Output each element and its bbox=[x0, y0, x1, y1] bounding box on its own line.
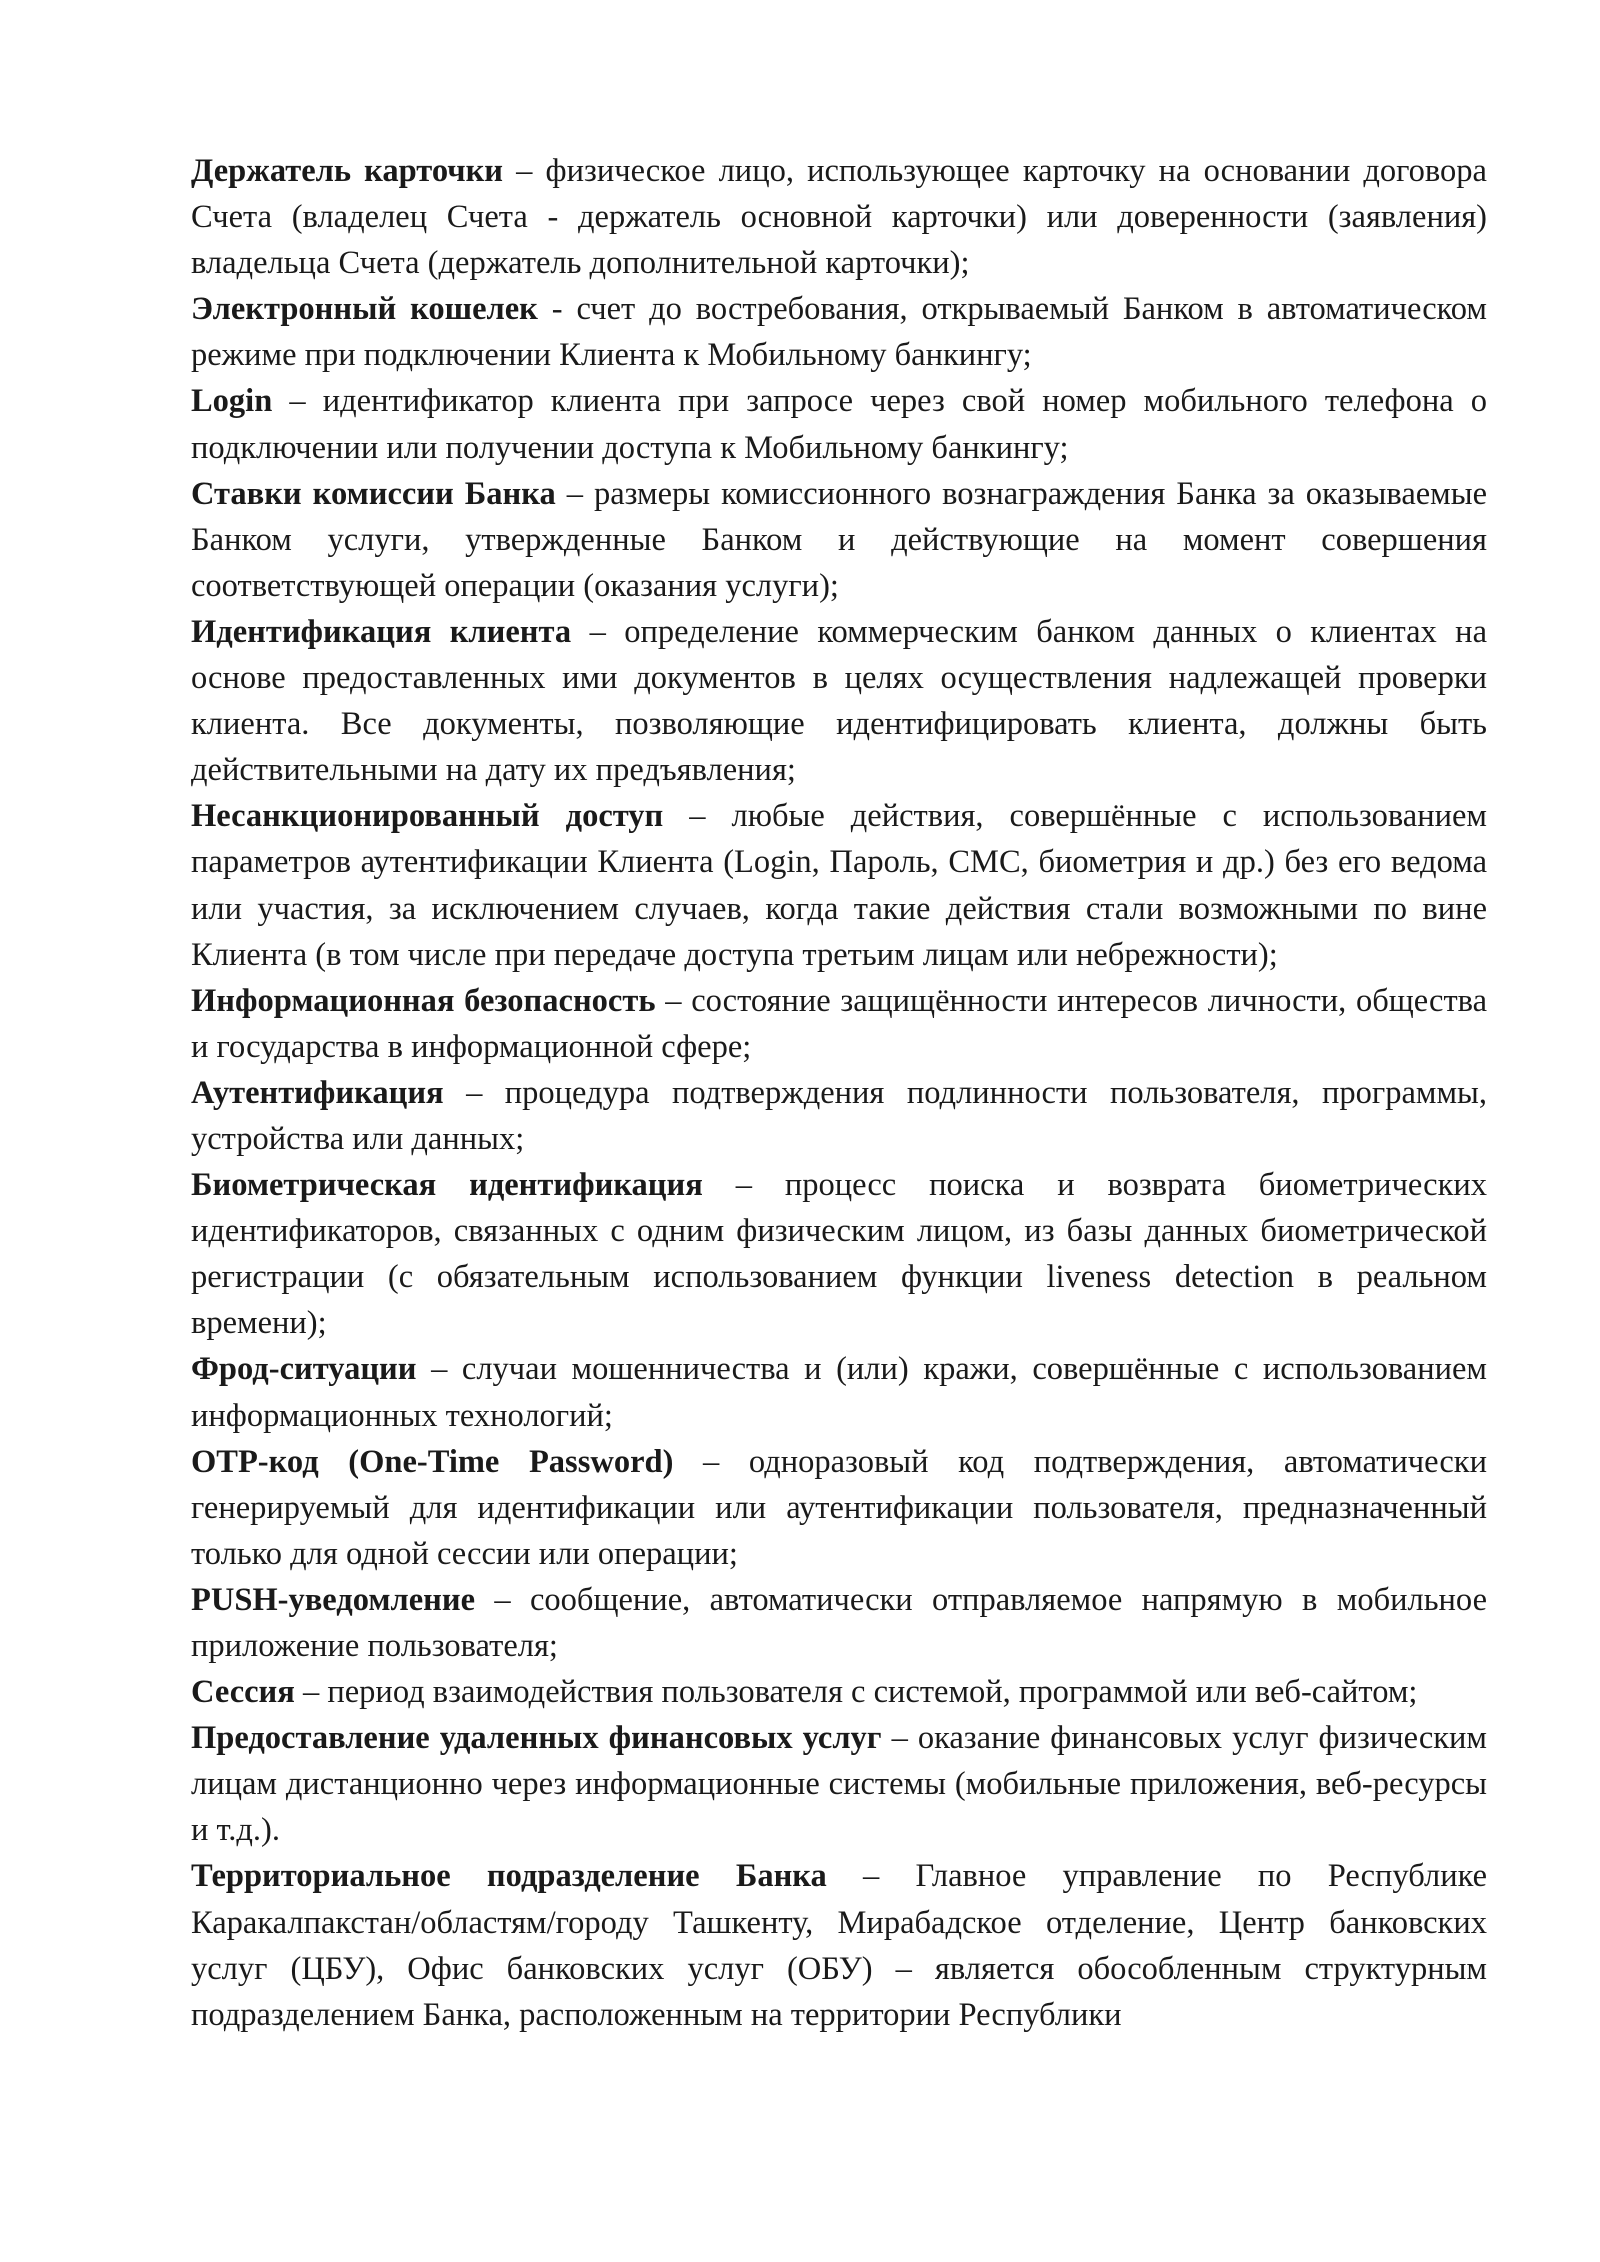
definition-text: – физическое лицо, использующее карточку на основании договора Счета (владелец Счета - держатель основной карточки) или доверенности (заявления) владельца Счета (держатель дополнительной карточки); bbox=[191, 153, 1487, 282]
document-page bbox=[191, 148, 1487, 2038]
definition-term: Login bbox=[191, 383, 273, 420]
definition-term: Держатель карточки bbox=[191, 153, 504, 189]
definition-entry bbox=[191, 1439, 1487, 1577]
definition-text: – период взаимодействия пользователя с системой, программой или веб-сайтом; bbox=[294, 1674, 1418, 1711]
definition-term: Информационная безопасность bbox=[191, 982, 656, 1019]
definition-entry bbox=[191, 1853, 1487, 2037]
definition-text: – определение коммерческим банком данных о клиентах на основе предоставленных ими документов в целях осуществления надлежащей проверки клиента. Все документы, позволяющие идентифицировать клиента, должны быть действительными на дату их предъявления; bbox=[191, 613, 1487, 789]
definition-entry bbox=[191, 793, 1487, 977]
definition-text: – процесс поиска и возврата биометрических идентификаторов, связанных с одним физическим лицом, из базы данных биометрической регистрации (с обязательным использованием функции liveness detection в реальном времени); bbox=[191, 1167, 1488, 1342]
definition-text: – процедура подтверждения подлинности пользователя, программы, устройства или данных; bbox=[191, 1074, 1487, 1157]
definition-text: – оказание финансовых услуг физическим лицам дистанционно через информационные системы (мобильные приложения, веб-ресурсы и т.д.). bbox=[191, 1720, 1487, 1849]
definition-text: – сообщение, автоматически отправляемое напрямую в мобильное приложение пользователя; bbox=[191, 1581, 1487, 1664]
definition-term: PUSH-уведомление bbox=[191, 1581, 476, 1618]
definition-entry bbox=[191, 148, 1487, 286]
definition-text: – состояние защищённости интересов личности, общества и государства в информационной сфере; bbox=[191, 982, 1487, 1065]
definition-term: OTP-код (One-Time Password) bbox=[191, 1443, 674, 1480]
definition-term: Электронный кошелек bbox=[191, 291, 538, 328]
definition-term: Сессия bbox=[191, 1674, 295, 1711]
definition-text: – одноразовый код подтверждения, автоматически генерируемый для идентификации или аутентификации пользователя, предназначенный только для одной сессии или операции; bbox=[191, 1443, 1487, 1572]
definition-text: – размеры комиссионного вознаграждения Банка за оказываемые Банком услуги, утвержденные Банком и действующие на момент совершения соответствующей операции (оказания услуги); bbox=[191, 475, 1487, 604]
definition-entry bbox=[191, 378, 1487, 470]
definition-term: Территориальное подразделение Банка bbox=[191, 1858, 827, 1895]
definition-entry bbox=[191, 1162, 1487, 1346]
definition-entry bbox=[191, 286, 1487, 378]
definition-term: Несанкционированный доступ bbox=[191, 798, 664, 835]
definition-term: Предоставление удаленных финансовых услуг bbox=[191, 1720, 882, 1757]
definition-entry bbox=[191, 1669, 1487, 1715]
definition-entry bbox=[191, 978, 1487, 1070]
definition-term: Биометрическая идентификация bbox=[191, 1167, 703, 1204]
definition-entry bbox=[191, 471, 1487, 609]
definition-entry bbox=[191, 1070, 1487, 1162]
definition-entry bbox=[191, 1346, 1487, 1438]
definition-entry bbox=[191, 609, 1487, 793]
definition-entry bbox=[191, 1577, 1487, 1669]
definition-term: Идентификация клиента bbox=[191, 613, 572, 650]
definition-term: Аутентификация bbox=[191, 1074, 444, 1111]
definition-text: - счет до востребования, открываемый Банком в автоматическом режиме при подключении Клиента к Мобильному банкингу; bbox=[191, 291, 1487, 374]
definition-term: Фрод-ситуации bbox=[191, 1351, 417, 1388]
definition-text: – случаи мошенничества и (или) кражи, совершённые с использованием информационных технологий; bbox=[191, 1351, 1487, 1434]
definition-text: – Главное управление по Республике Каракалпакстан/областям/городу Ташкенту, Мирабадское отделение, Центр банковских услуг (ЦБУ), Офис банковских услуг (ОБУ) – является обособленным структурным подразделением Банка, расположенным на территории Республики bbox=[191, 1858, 1487, 2033]
definition-text: – идентификатор клиента при запросе через свой номер мобильного телефона о подключении или получении доступа к Мобильному банкингу; bbox=[191, 383, 1487, 466]
definition-text: – любые действия, совершённые с использованием параметров аутентификации Клиента (Login, Пароль, СМС, биометрия и др.) без его ведома или участия, за исключением случаев, когда такие действия стали возможными по вине Клиента (в том числе при передаче доступа третьим лицам или небрежности); bbox=[191, 798, 1487, 973]
definition-term: Ставки комиссии Банка bbox=[191, 475, 556, 512]
definition-entry bbox=[191, 1715, 1487, 1853]
